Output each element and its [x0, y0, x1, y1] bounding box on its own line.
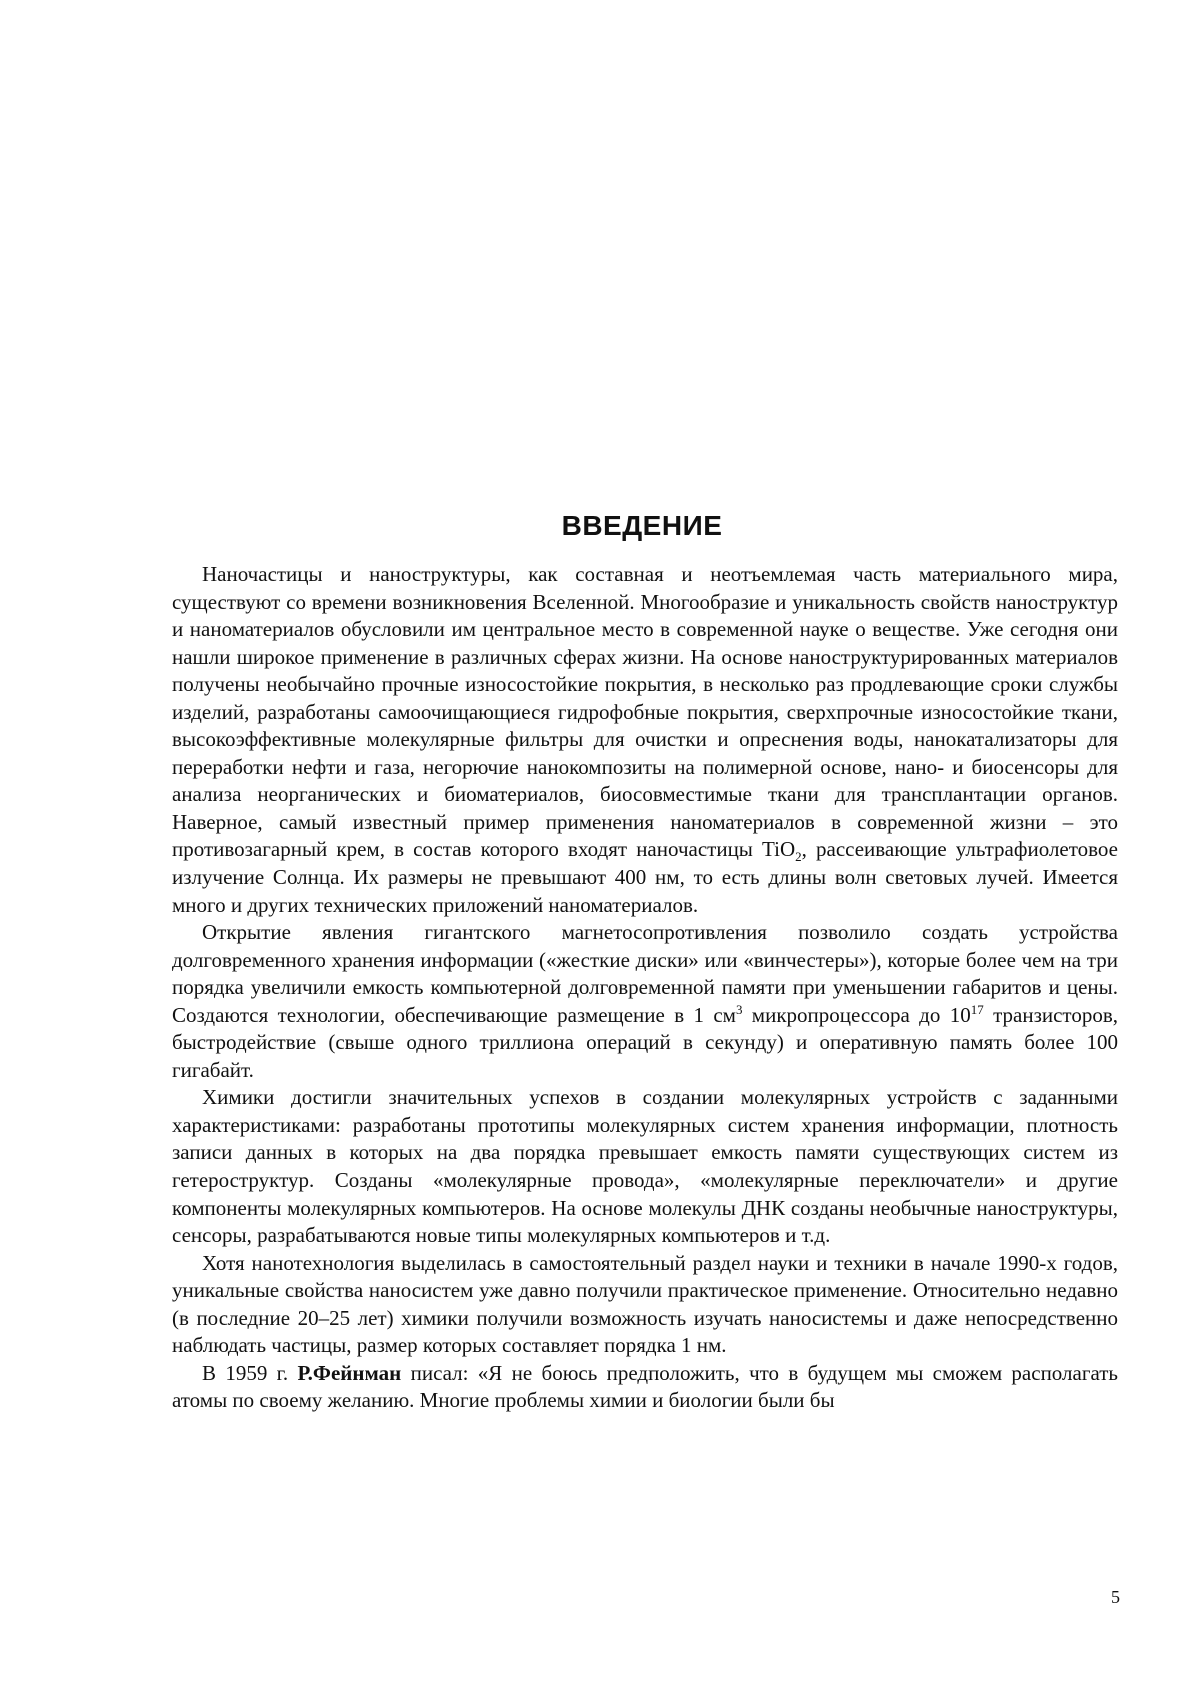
- page-title: ВВЕДЕНИЕ: [561, 509, 723, 541]
- paragraph-text: Открытие явления гигантского магнетосопротивления позволило создать устройства долговременного хранения информации («жесткие диски» или «винчестеры»), которые более чем на три порядка увеличили емкость компьютерной долговременной памяти при уменьшении габаритов и цены. Создаются технологии, обеспечивающие размещение в 1 см: [172, 920, 1118, 1027]
- formula-tio2: TiO$_2$: [762, 837, 802, 865]
- superscript-cm3: 3: [735, 1001, 743, 1017]
- superscript-exponent-17: 17: [970, 1001, 984, 1017]
- paragraph-text: В 1959 г.: [202, 1360, 298, 1385]
- paragraph-text: микропроцессора до 10: [742, 1002, 971, 1027]
- paragraph-text: , рассеивающие ультрафиолетовое излучение Солнца. Их размеры не превышают 400 нм, то есть длины волн световых лучей. Имеется много и других технических приложений наноматериалов.: [172, 837, 1118, 917]
- paragraph-text: писал: «Я не боюсь предположить, что в будущем мы сможем располагать атомы по своему желанию. Многие проблемы химии и биологии были бы: [172, 1360, 1118, 1413]
- page-number: 5: [1111, 1587, 1120, 1607]
- paragraph-feynman-quote: [172, 1360, 1118, 1415]
- paragraph-molecular-devices: Химики достигли значительных успехов в создании молекулярных устройств с заданными характеристиками: разработаны прототипы молекулярных систем хранения информации, плотность записи данных в которых на два порядка превышает емкость памяти существующих систем из гетероструктур. Созданы «молекулярные провода», «молекулярные переключатели» и другие компоненты молекулярных компьютеров. На основе молекулы ДНК созданы необычные наноструктуры, сенсоры, разрабатываются новые типы молекулярных компьютеров и т.д.: [172, 1085, 1118, 1248]
- paragraph-text: транзисторов, быстродействие (свыше одного триллиона операций в секунду) и оперативную память более 100 гигабайт.: [172, 1002, 1118, 1082]
- formula-subscript: 2: [795, 849, 802, 865]
- author-name: Р.Фейнман: [297, 1360, 402, 1385]
- paragraph-nanotechnology-history: Хотя нанотехнология выделилась в самостоятельный раздел науки и техники в начале 1990-х годов, уникальные свойства наносистем уже давно получили практическое применение. Относительно недавно (в последние 20–25 лет) химики получили возможность изучать наносистемы и даже непосредственно наблюдать частицы, размер которых составляет порядка 1 нм.: [172, 1250, 1118, 1358]
- paragraph-magnetoresistance: [172, 919, 1118, 1084]
- paragraph-text: Наночастицы и наноструктуры, как составная и неотъемлемая часть материального мира, существуют со времени возникновения Вселенной. Многообразие и уникальность свойств наноструктур и наноматериалов обусловили им центральное место в современной науке о веществе. Уже сегодня они нашли широкое применение в различных сферах жизни. На основе наноструктурированных материалов получены необычайно прочные износостойкие покрытия, в несколько раз продлевающие сроки службы изделий, разработаны самоочищающиеся гидрофобные покрытия, сверхпрочные износостойкие ткани, высокоэффективные молекулярные фильтры для очистки и опреснения воды, нанокатализаторы для переработки нефти и газа, негорючие нанокомпозиты на полимерной основе, нано- и биосенсоры для анализа неорганических и биоматериалов, биосовместимые ткани для трансплантации органов. Наверное, самый известный пример применения наноматериалов в современной жизни – это противозагарный крем, в состав которого входят наночастицы: [172, 562, 1118, 862]
- body-text: [172, 561, 1118, 1415]
- paragraph-nanomaterials-applications: [172, 561, 1118, 919]
